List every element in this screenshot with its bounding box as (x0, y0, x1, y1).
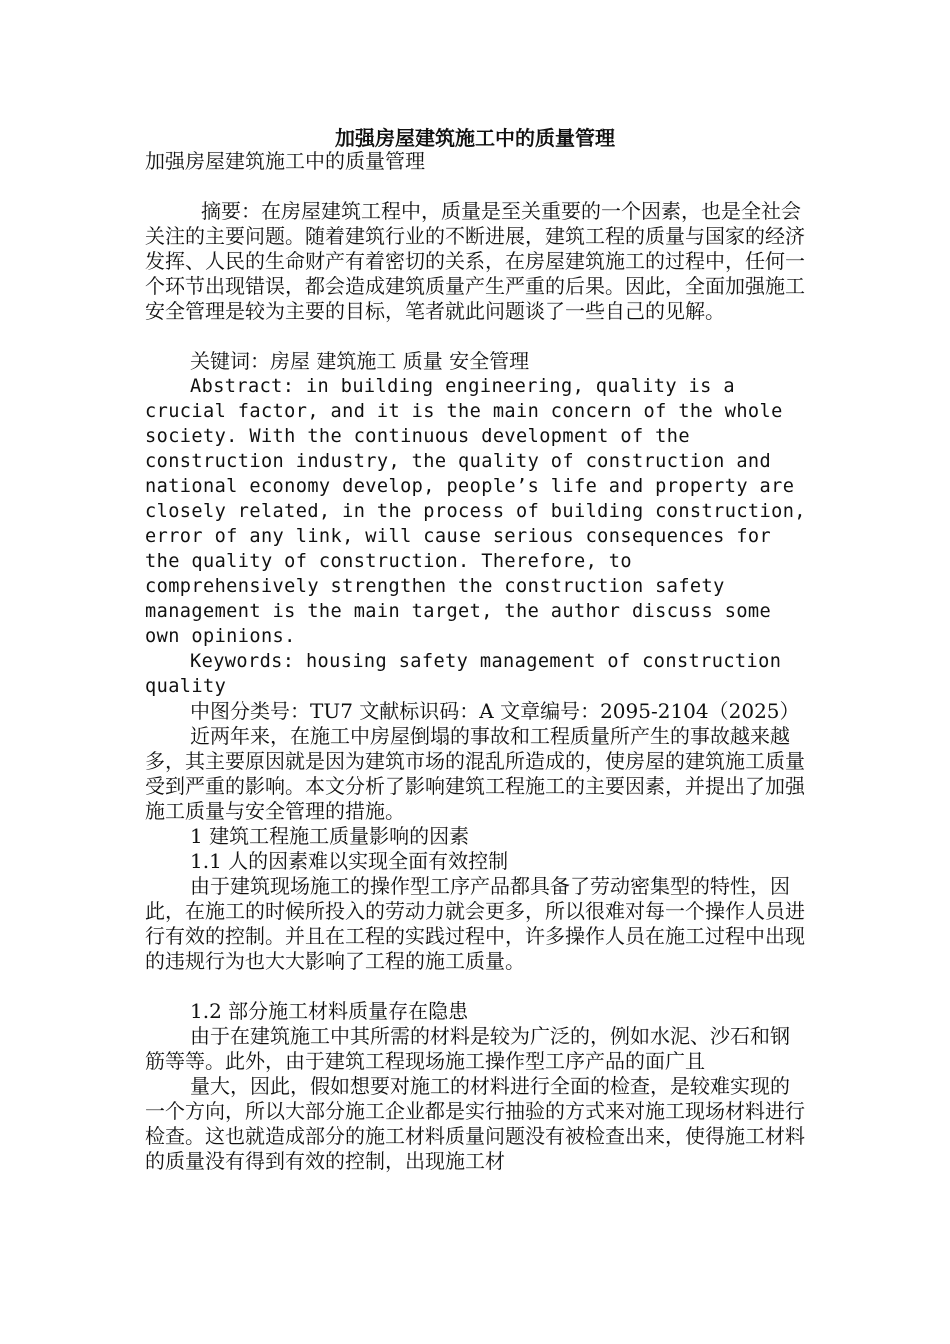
abstract-cn: 摘要：在房屋建筑工程中，质量是至关重要的一个因素，也是全社会关注的主要问题。随着建筑行业的不断进展，建筑工程的质量与国家的经济发挥、人民的生命财产有着密切的关系，在房屋建筑施工的过程中，任何一个环节出现错误，都会造成建筑质量产生严重的后果。因此，全面加强施工安全管理是较为主要的目标，笔者就此问题谈了一些自己的见解。 (145, 199, 805, 323)
section-1-heading: 1 建筑工程施工质量影响的因素 (190, 824, 470, 848)
classification-line: 中图分类号：TU7 文献标识码：A 文章编号：2095-2104（2025） (190, 699, 800, 723)
section-1-2-text-b: 量大，因此，假如想要对施工的材料进行全面的检查，是较难实现的一个方向，所以大部分施工企业都是实行抽验的方式来对施工现场材料进行检查。这也就造成部分的施工材料质量问题没有被检查出来，使得施工材料的质量没有得到有效的控制，出现施工材 (145, 1074, 805, 1173)
document-subtitle: 加强房屋建筑施工中的质量管理 (145, 149, 425, 173)
blank-line (145, 974, 807, 999)
section-1-1-text: 由于建筑现场施工的操作型工序产品都具备了劳动密集型的特性，因此，在施工的时候所投入的劳动力就会更多，所以很难对每一个操作人员进行有效的控制。并且在工程的实践过程中，许多操作人员在施工过程中出现的违规行为也大大影响了工程的施工质量。 (145, 874, 805, 973)
section-1-1-heading: 1.1 人的因素难以实现全面有效控制 (190, 849, 509, 873)
abstract-en: Abstract: in building engineering, quality is a crucial factor, and it is the main concern of the whole society. With the continuous development of the construction industry, the quality of construction and national economy develop, people’s life and property are closely related, in the process of building construction, error of any link, will cause serious consequences for the quality of construction. Therefore, to comprehensively strengthen the construction safety management is the main target, the author discuss some own opinions. (145, 376, 818, 647)
section-1-2-heading: 1.2 部分施工材料质量存在隐患 (190, 999, 469, 1023)
document-body (145, 149, 818, 1174)
keywords-cn: 关键词：房屋 建筑施工 质量 安全管理 (190, 349, 530, 373)
keywords-en: Keywords: housing safety management of construction quality (145, 651, 793, 697)
document-title: 加强房屋建筑施工中的质量管理 (335, 126, 615, 150)
blank-line (145, 174, 807, 199)
section-1-2-text-a: 由于在建筑施工中其所需的材料是较为广泛的，例如水泥、沙石和钢筋等等。此外，由于建筑工程现场施工操作型工序产品的面广且 (145, 1024, 790, 1073)
blank-line (145, 324, 807, 349)
intro-paragraph: 近两年来，在施工中房屋倒塌的事故和工程质量所产生的事故越来越多，其主要原因就是因为建筑市场的混乱所造成的，使房屋的建筑施工质量受到严重的影响。本文分析了影响建筑工程施工的主要因素，并提出了加强施工质量与安全管理的措施。 (145, 724, 805, 823)
